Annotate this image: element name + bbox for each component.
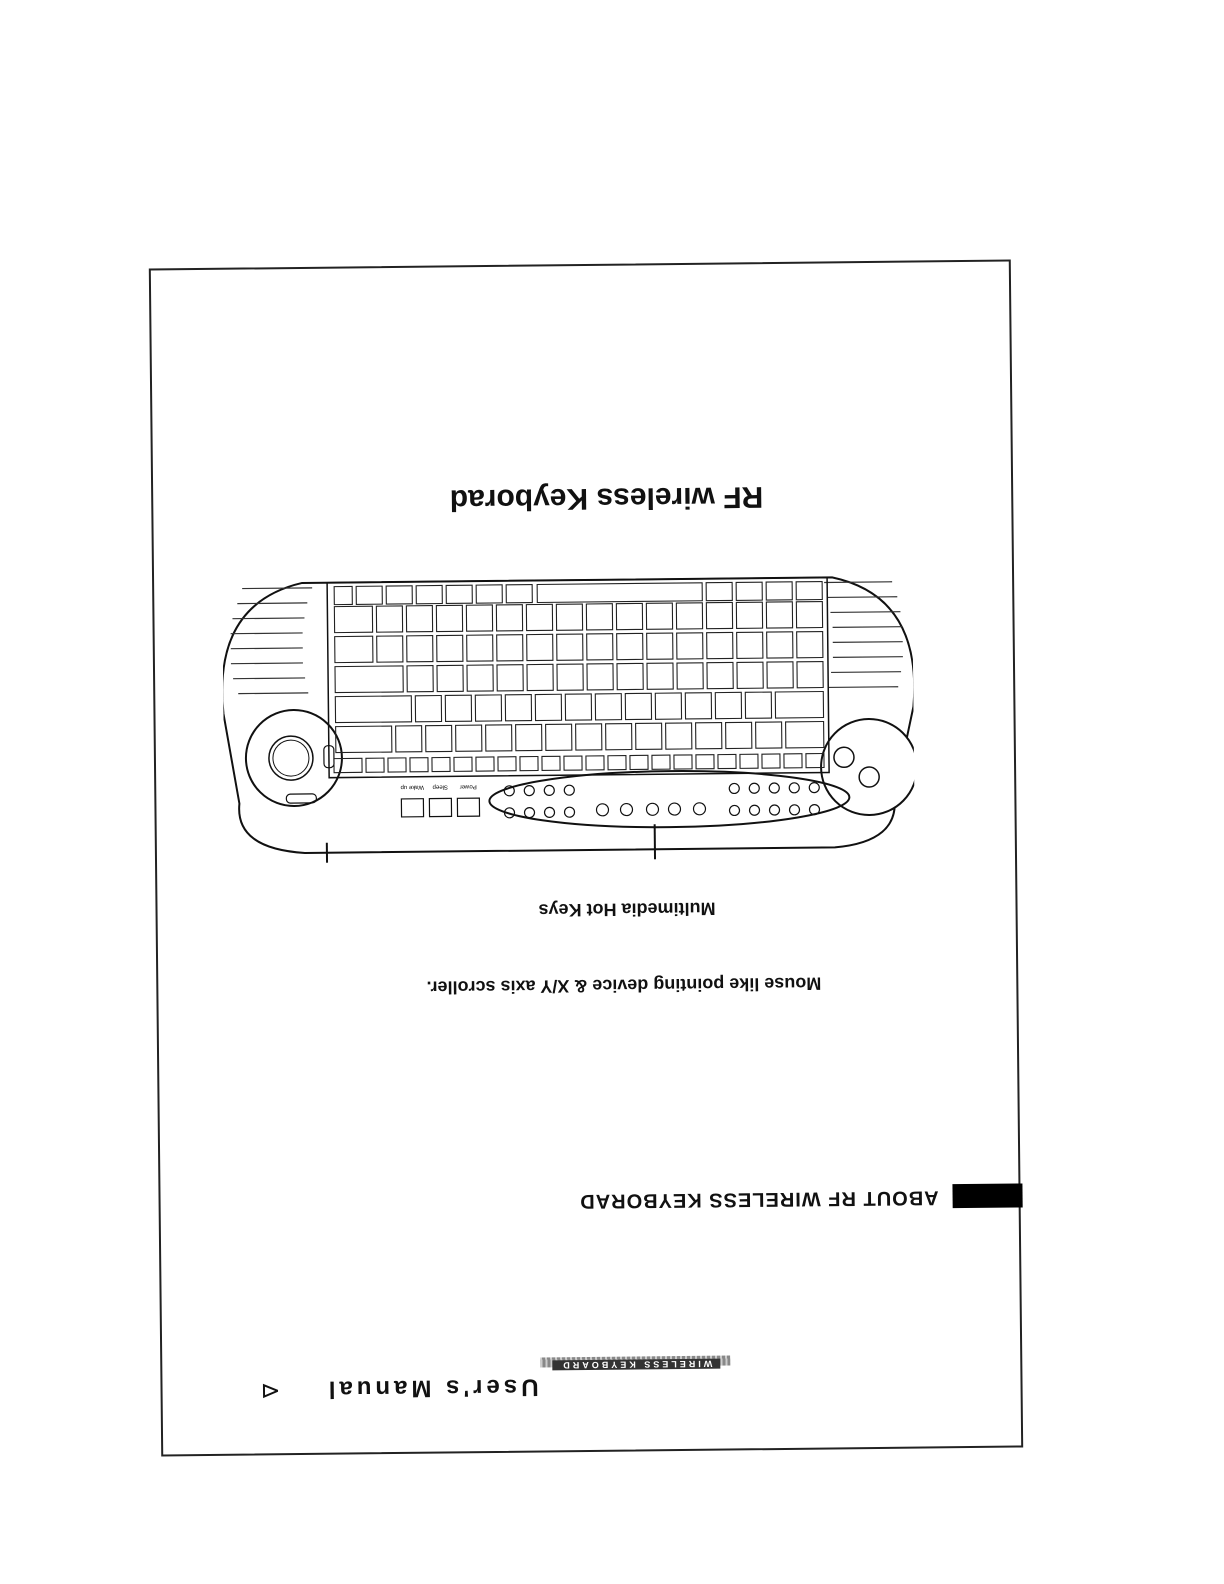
page-marker-icon: ⊲ bbox=[260, 1377, 281, 1405]
system-button-label: Power bbox=[459, 783, 477, 790]
page-frame bbox=[149, 260, 1023, 1457]
section-title: ABOUT RF WIRELESS KEYBORAD bbox=[579, 1186, 939, 1213]
right-grille bbox=[230, 588, 313, 694]
keyboard-title: RF wireless Keyborad bbox=[449, 480, 764, 517]
flipped-page-content bbox=[151, 262, 1021, 1455]
keyboard-body bbox=[222, 577, 915, 854]
page-header bbox=[163, 1358, 1022, 1454]
space-bar bbox=[537, 583, 702, 603]
key-grid bbox=[332, 582, 824, 773]
callout-mouse-pointing: Mouse like pointing device & X/Y axis scroller. bbox=[426, 973, 822, 998]
callout-leader-lines bbox=[295, 821, 915, 864]
keyboard-illustration bbox=[222, 537, 915, 864]
system-button-label: Wake up bbox=[400, 783, 425, 790]
header-manual-label: User's Manual bbox=[324, 1373, 539, 1403]
callout-multimedia-hotkeys: Multimedia Hot Keys bbox=[538, 898, 716, 921]
section-marker-block bbox=[952, 1183, 1022, 1208]
left-grille bbox=[824, 582, 903, 688]
hotkey-panel bbox=[489, 769, 850, 829]
hotkey-buttons bbox=[504, 783, 819, 818]
system-buttons bbox=[401, 798, 479, 817]
header-strip-label: WIRELESS KEYBOARD bbox=[552, 1359, 720, 1371]
system-button-label: Sleep bbox=[432, 783, 448, 790]
